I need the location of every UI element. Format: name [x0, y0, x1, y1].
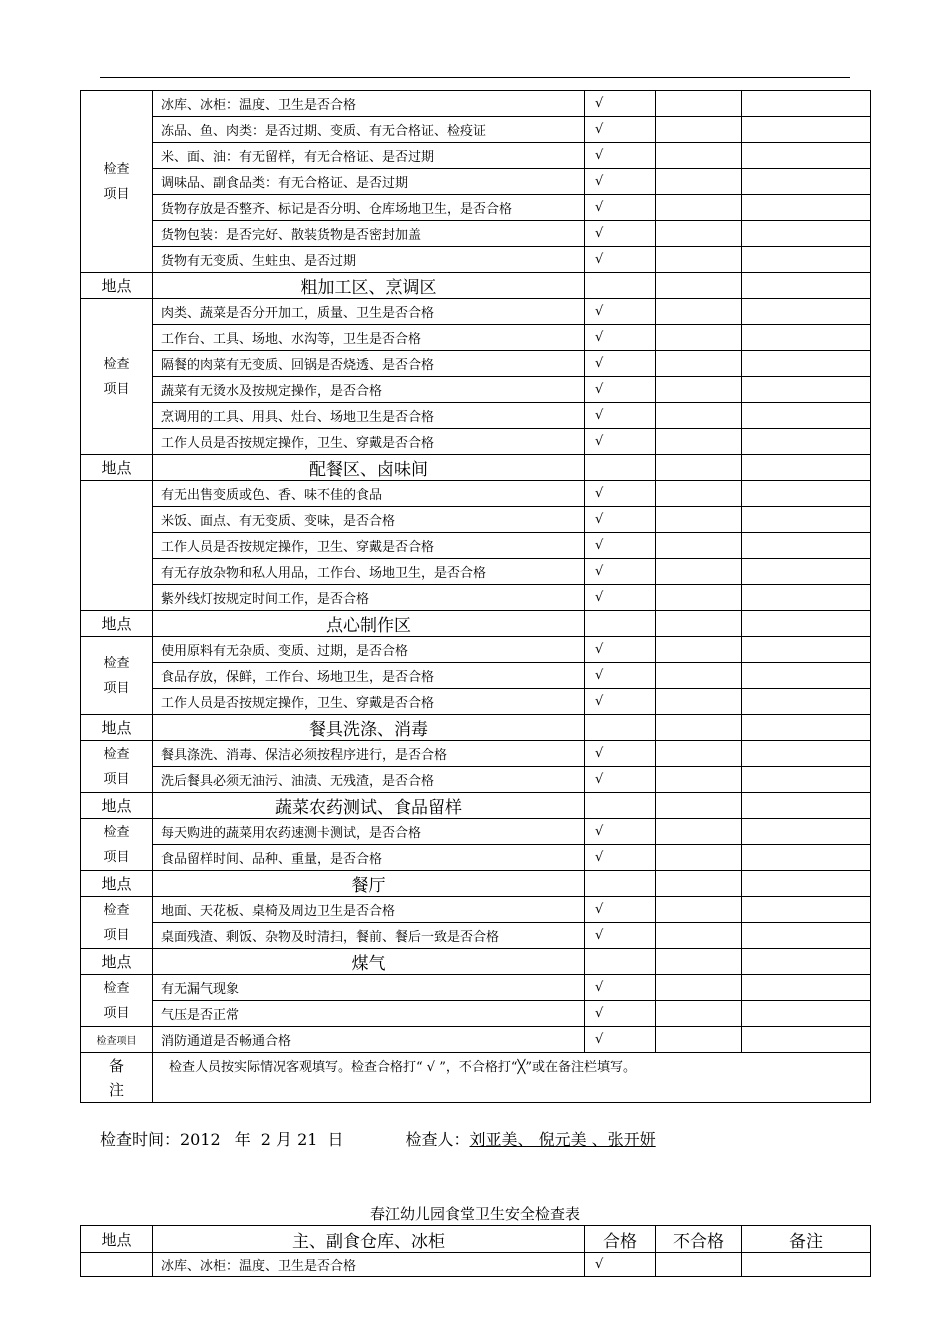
check-item: 工作台、工具、场地、水沟等，卫生是否合格: [153, 325, 585, 351]
fail-cell: [656, 1001, 742, 1027]
note-cell: [742, 611, 871, 637]
fail-cell: [656, 663, 742, 689]
check-item: 地面、天花板、桌椅及周边卫生是否合格: [153, 897, 585, 923]
day-unit: 日: [327, 1130, 344, 1149]
item-label-cell: [81, 299, 153, 455]
note-cell: [742, 585, 871, 611]
item-label-top: 检查: [103, 980, 130, 996]
pass-cell: [585, 949, 656, 975]
fail-cell: [656, 325, 742, 351]
pass-mark: √: [585, 403, 656, 429]
table-row: [81, 845, 871, 871]
check-item: 洗后餐具必须无油污、油渍、无残渣，是否合格: [153, 767, 585, 793]
check-item: 食品存放，保鲜，工作台、场地卫生，是否合格: [153, 663, 585, 689]
note-cell: [742, 819, 871, 845]
check-item: 工作人员是否按规定操作，卫生、穿戴是否合格: [153, 533, 585, 559]
fail-cell: [656, 767, 742, 793]
location-label: 地点: [81, 793, 153, 819]
table-row: [81, 247, 871, 273]
location-name: 蔬菜农药测试、食品留样: [153, 793, 585, 819]
note-cell: [742, 351, 871, 377]
note-cell: [742, 299, 871, 325]
item-label-bottom: 项目: [103, 186, 130, 202]
pass-cell: [585, 611, 656, 637]
year-unit: 年: [234, 1130, 251, 1149]
fail-cell: [656, 715, 742, 741]
item-label-bottom: 项目: [103, 771, 130, 787]
location-label: 地点: [81, 611, 153, 637]
item-label-top: 检查: [103, 356, 130, 372]
check-item: 餐具涤洗、消毒、保洁必须按程序进行，是否合格: [153, 741, 585, 767]
location-row: [81, 273, 871, 299]
location-row: [81, 715, 871, 741]
table-row: [81, 1001, 871, 1027]
pass-cell: [585, 715, 656, 741]
pass-mark: √: [585, 221, 656, 247]
note-cell: [742, 117, 871, 143]
fail-cell: [656, 351, 742, 377]
check-item: 每天购进的蔬菜用农药速测卡测试，是否合格: [153, 819, 585, 845]
pass-mark: √: [585, 1253, 656, 1277]
note-cell: [742, 793, 871, 819]
table-row: [81, 741, 871, 767]
pass-mark: √: [585, 533, 656, 559]
location-row: [81, 949, 871, 975]
pass-cell: [585, 455, 656, 481]
fail-cell: [656, 819, 742, 845]
table-row: [81, 481, 871, 507]
table-row: [81, 923, 871, 949]
table-row: [81, 897, 871, 923]
pass-mark: √: [585, 195, 656, 221]
table-row: [81, 767, 871, 793]
fail-cell: [656, 845, 742, 871]
pass-mark: √: [585, 585, 656, 611]
location-name: 点心制作区: [153, 611, 585, 637]
table-row: [81, 377, 871, 403]
item-label-bottom: 项目: [103, 849, 130, 865]
note-cell: [742, 871, 871, 897]
note-cell: [742, 169, 871, 195]
pass-mark: √: [585, 481, 656, 507]
remarks-row: [81, 1053, 871, 1103]
check-item: 紫外线灯按规定时间工作，是否合格: [153, 585, 585, 611]
fail-cell: [656, 637, 742, 663]
fail-cell: [656, 533, 742, 559]
note-cell: [742, 845, 871, 871]
fail-cell: [656, 455, 742, 481]
pass-mark: √: [585, 351, 656, 377]
pass-mark: √: [585, 247, 656, 273]
check-item: 消防通道是否畅通合格: [153, 1027, 585, 1053]
pass-mark: √: [585, 117, 656, 143]
pass-mark: √: [585, 689, 656, 715]
pass-mark: √: [585, 299, 656, 325]
fail-cell: [656, 923, 742, 949]
item-label-cell: [81, 975, 153, 1027]
check-item: 蔬菜有无烫水及按规定操作，是否合格: [153, 377, 585, 403]
table-row: [81, 1253, 871, 1277]
table-row: [81, 221, 871, 247]
check-item: 有无出售变质或色、香、味不佳的食品: [153, 481, 585, 507]
item-label-bottom: 项目: [103, 680, 130, 696]
table-row: [81, 143, 871, 169]
fail-cell: [656, 117, 742, 143]
col-note-header: 备注: [742, 1226, 871, 1253]
table-row: [81, 975, 871, 1001]
table-row: [81, 689, 871, 715]
location-label: 地点: [81, 949, 153, 975]
header-rule: [100, 77, 850, 78]
fail-cell: [656, 1253, 742, 1277]
pass-mark: √: [585, 897, 656, 923]
check-item: 有无存放杂物和私人用品，工作台、场地卫生，是否合格: [153, 559, 585, 585]
note-cell: [742, 455, 871, 481]
note-cell: [742, 507, 871, 533]
location-name: 餐厅: [153, 871, 585, 897]
location-name: 餐具洗涤、消毒: [153, 715, 585, 741]
table-row: [81, 325, 871, 351]
pass-mark: √: [585, 377, 656, 403]
check-item: 货物有无变质、生蛀虫、是否过期: [153, 247, 585, 273]
table-row: [81, 351, 871, 377]
remarks-label-top: 备: [108, 1056, 124, 1075]
note-cell: [742, 689, 871, 715]
pass-mark: √: [585, 923, 656, 949]
pass-mark: √: [585, 819, 656, 845]
fail-cell: [656, 689, 742, 715]
check-item: 桌面残渣、剩饭、杂物及时清扫，餐前、餐后一致是否合格: [153, 923, 585, 949]
fail-cell: [656, 897, 742, 923]
table-row: [81, 533, 871, 559]
note-cell: [742, 273, 871, 299]
col-fail-header: 不合格: [656, 1226, 742, 1253]
item-label-bottom: 项目: [103, 381, 130, 397]
month-day: 2 月 21: [260, 1130, 318, 1149]
inspector-label: 检查人：: [405, 1130, 470, 1149]
location-label: 地点: [81, 1226, 153, 1253]
inspection-time-label: 检查时间：2012: [100, 1130, 221, 1149]
note-cell: [742, 949, 871, 975]
location-name: 主、副食仓库、冰柜: [153, 1226, 585, 1253]
location-label: 地点: [81, 273, 153, 299]
item-label-top: 检查: [103, 161, 130, 177]
pass-cell: [585, 273, 656, 299]
check-item: 肉类、蔬菜是否分开加工，质量、卫生是否合格: [153, 299, 585, 325]
remarks-text: 检查人员按实际情况客观填写。检查合格打“ √ ”，不合格打“╳”或在备注栏填写。: [153, 1053, 871, 1103]
pass-mark: √: [585, 169, 656, 195]
pass-mark: √: [585, 637, 656, 663]
note-cell: [742, 221, 871, 247]
fail-cell: [656, 195, 742, 221]
fail-cell: [656, 221, 742, 247]
note-cell: [742, 195, 871, 221]
fail-cell: [656, 871, 742, 897]
pass-mark: √: [585, 767, 656, 793]
note-cell: [742, 143, 871, 169]
check-item: 气压是否正常: [153, 1001, 585, 1027]
location-row: [81, 871, 871, 897]
check-item: 货物存放是否整齐、标记是否分明、仓库场地卫生，是否合格: [153, 195, 585, 221]
fail-cell: [656, 377, 742, 403]
pass-mark: √: [585, 507, 656, 533]
item-label-cell: [81, 481, 153, 611]
fail-cell: [656, 91, 742, 117]
location-label: 地点: [81, 715, 153, 741]
location-row: [81, 793, 871, 819]
item-label-cell: [81, 741, 153, 793]
fail-cell: [656, 403, 742, 429]
item-label-cell: [81, 1253, 153, 1277]
note-cell: [742, 559, 871, 585]
item-label-top: 检查: [103, 824, 130, 840]
table-row: [81, 507, 871, 533]
note-cell: [742, 247, 871, 273]
next-inspection-table: [80, 1225, 871, 1277]
fail-cell: [656, 611, 742, 637]
table-row: [81, 663, 871, 689]
check-item: 米饭、面点、有无变质、变味，是否合格: [153, 507, 585, 533]
fail-cell: [656, 247, 742, 273]
note-cell: [742, 1253, 871, 1277]
check-item: 使用原料有无杂质、变质、过期，是否合格: [153, 637, 585, 663]
item-label-cell: [81, 819, 153, 871]
location-label: 地点: [81, 455, 153, 481]
fail-cell: [656, 949, 742, 975]
table-row: [81, 195, 871, 221]
note-cell: [742, 975, 871, 1001]
next-table-title: 春江幼儿园食堂卫生安全检查表: [369, 1205, 580, 1223]
check-item: 米、面、油：有无留样，有无合格证、是否过期: [153, 143, 585, 169]
location-name: 粗加工区、烹调区: [153, 273, 585, 299]
location-name: 煤气: [153, 949, 585, 975]
pass-mark: √: [585, 143, 656, 169]
note-cell: [742, 715, 871, 741]
fail-cell: [656, 507, 742, 533]
table-row: [81, 819, 871, 845]
note-cell: [742, 897, 871, 923]
check-item: 工作人员是否按规定操作，卫生、穿戴是否合格: [153, 429, 585, 455]
pass-mark: √: [585, 663, 656, 689]
pass-mark: √: [585, 1027, 656, 1053]
table-row: [81, 169, 871, 195]
inspection-footer: [100, 1127, 656, 1150]
fail-cell: [656, 143, 742, 169]
note-cell: [742, 481, 871, 507]
note-cell: [742, 741, 871, 767]
table-row: [81, 403, 871, 429]
next-table-header-row: [81, 1226, 871, 1253]
check-item: 有无漏气现象: [153, 975, 585, 1001]
check-item: 食品留样时间、品种、重量，是否合格: [153, 845, 585, 871]
table-row: [81, 1027, 871, 1053]
check-item: 工作人员是否按规定操作，卫生、穿戴是否合格: [153, 689, 585, 715]
fail-cell: [656, 975, 742, 1001]
location-row: [81, 455, 871, 481]
fail-cell: [656, 559, 742, 585]
location-name: 配餐区、卤味间: [153, 455, 585, 481]
fail-cell: [656, 585, 742, 611]
check-item: 调味品、副食品类：有无合格证、是否过期: [153, 169, 585, 195]
check-item: 烹调用的工具、用具、灶台、场地卫生是否合格: [153, 403, 585, 429]
remarks-label-bottom: 注: [108, 1080, 124, 1099]
fail-cell: [656, 169, 742, 195]
fail-cell: [656, 741, 742, 767]
note-cell: [742, 923, 871, 949]
fail-cell: [656, 273, 742, 299]
table-row: [81, 117, 871, 143]
pass-mark: √: [585, 429, 656, 455]
remarks-label: [81, 1053, 153, 1103]
fail-cell: [656, 481, 742, 507]
pass-mark: √: [585, 559, 656, 585]
check-item: 冻品、鱼、肉类：是否过期、变质、有无合格证、检疫证: [153, 117, 585, 143]
fail-cell: [656, 793, 742, 819]
fail-cell: [656, 429, 742, 455]
pass-mark: √: [585, 325, 656, 351]
pass-mark: √: [585, 741, 656, 767]
pass-cell: [585, 793, 656, 819]
location-row: [81, 611, 871, 637]
item-label-bottom: 项目: [103, 927, 130, 943]
check-item: 隔餐的肉菜有无变质、回锅是否烧透、是否合格: [153, 351, 585, 377]
fail-cell: [656, 299, 742, 325]
check-item: 冰库、冰柜：温度、卫生是否合格: [153, 91, 585, 117]
table-row: [81, 429, 871, 455]
pass-mark: √: [585, 1001, 656, 1027]
item-label-cell: [81, 91, 153, 273]
col-pass-header: 合格: [585, 1226, 656, 1253]
note-cell: [742, 637, 871, 663]
inspector-names: 刘亚美、 倪元美 、张开妍: [469, 1130, 656, 1149]
note-cell: [742, 533, 871, 559]
inspection-table: [80, 90, 871, 1103]
pass-mark: √: [585, 845, 656, 871]
note-cell: [742, 91, 871, 117]
item-label-bottom: 项目: [103, 1005, 130, 1021]
item-label-top: 检查: [103, 746, 130, 762]
table-row: [81, 637, 871, 663]
note-cell: [742, 663, 871, 689]
note-cell: [742, 403, 871, 429]
pass-mark: √: [585, 91, 656, 117]
item-label-cell: 检查项目: [81, 1027, 153, 1053]
note-cell: [742, 767, 871, 793]
item-label-top: 检查: [103, 902, 130, 918]
note-cell: [742, 325, 871, 351]
note-cell: [742, 429, 871, 455]
item-label-cell: [81, 637, 153, 715]
note-cell: [742, 1001, 871, 1027]
pass-cell: [585, 871, 656, 897]
location-label: 地点: [81, 871, 153, 897]
table-row: [81, 559, 871, 585]
check-item: 货物包装：是否完好、散装货物是否密封加盖: [153, 221, 585, 247]
note-cell: [742, 377, 871, 403]
fail-cell: [656, 1027, 742, 1053]
check-item: 冰库、冰柜：温度、卫生是否合格: [153, 1253, 585, 1277]
item-label-cell: [81, 897, 153, 949]
pass-mark: √: [585, 975, 656, 1001]
table-row: [81, 585, 871, 611]
table-row: [81, 91, 871, 117]
table-row: [81, 299, 871, 325]
note-cell: [742, 1027, 871, 1053]
item-label-top: 检查: [103, 655, 130, 671]
